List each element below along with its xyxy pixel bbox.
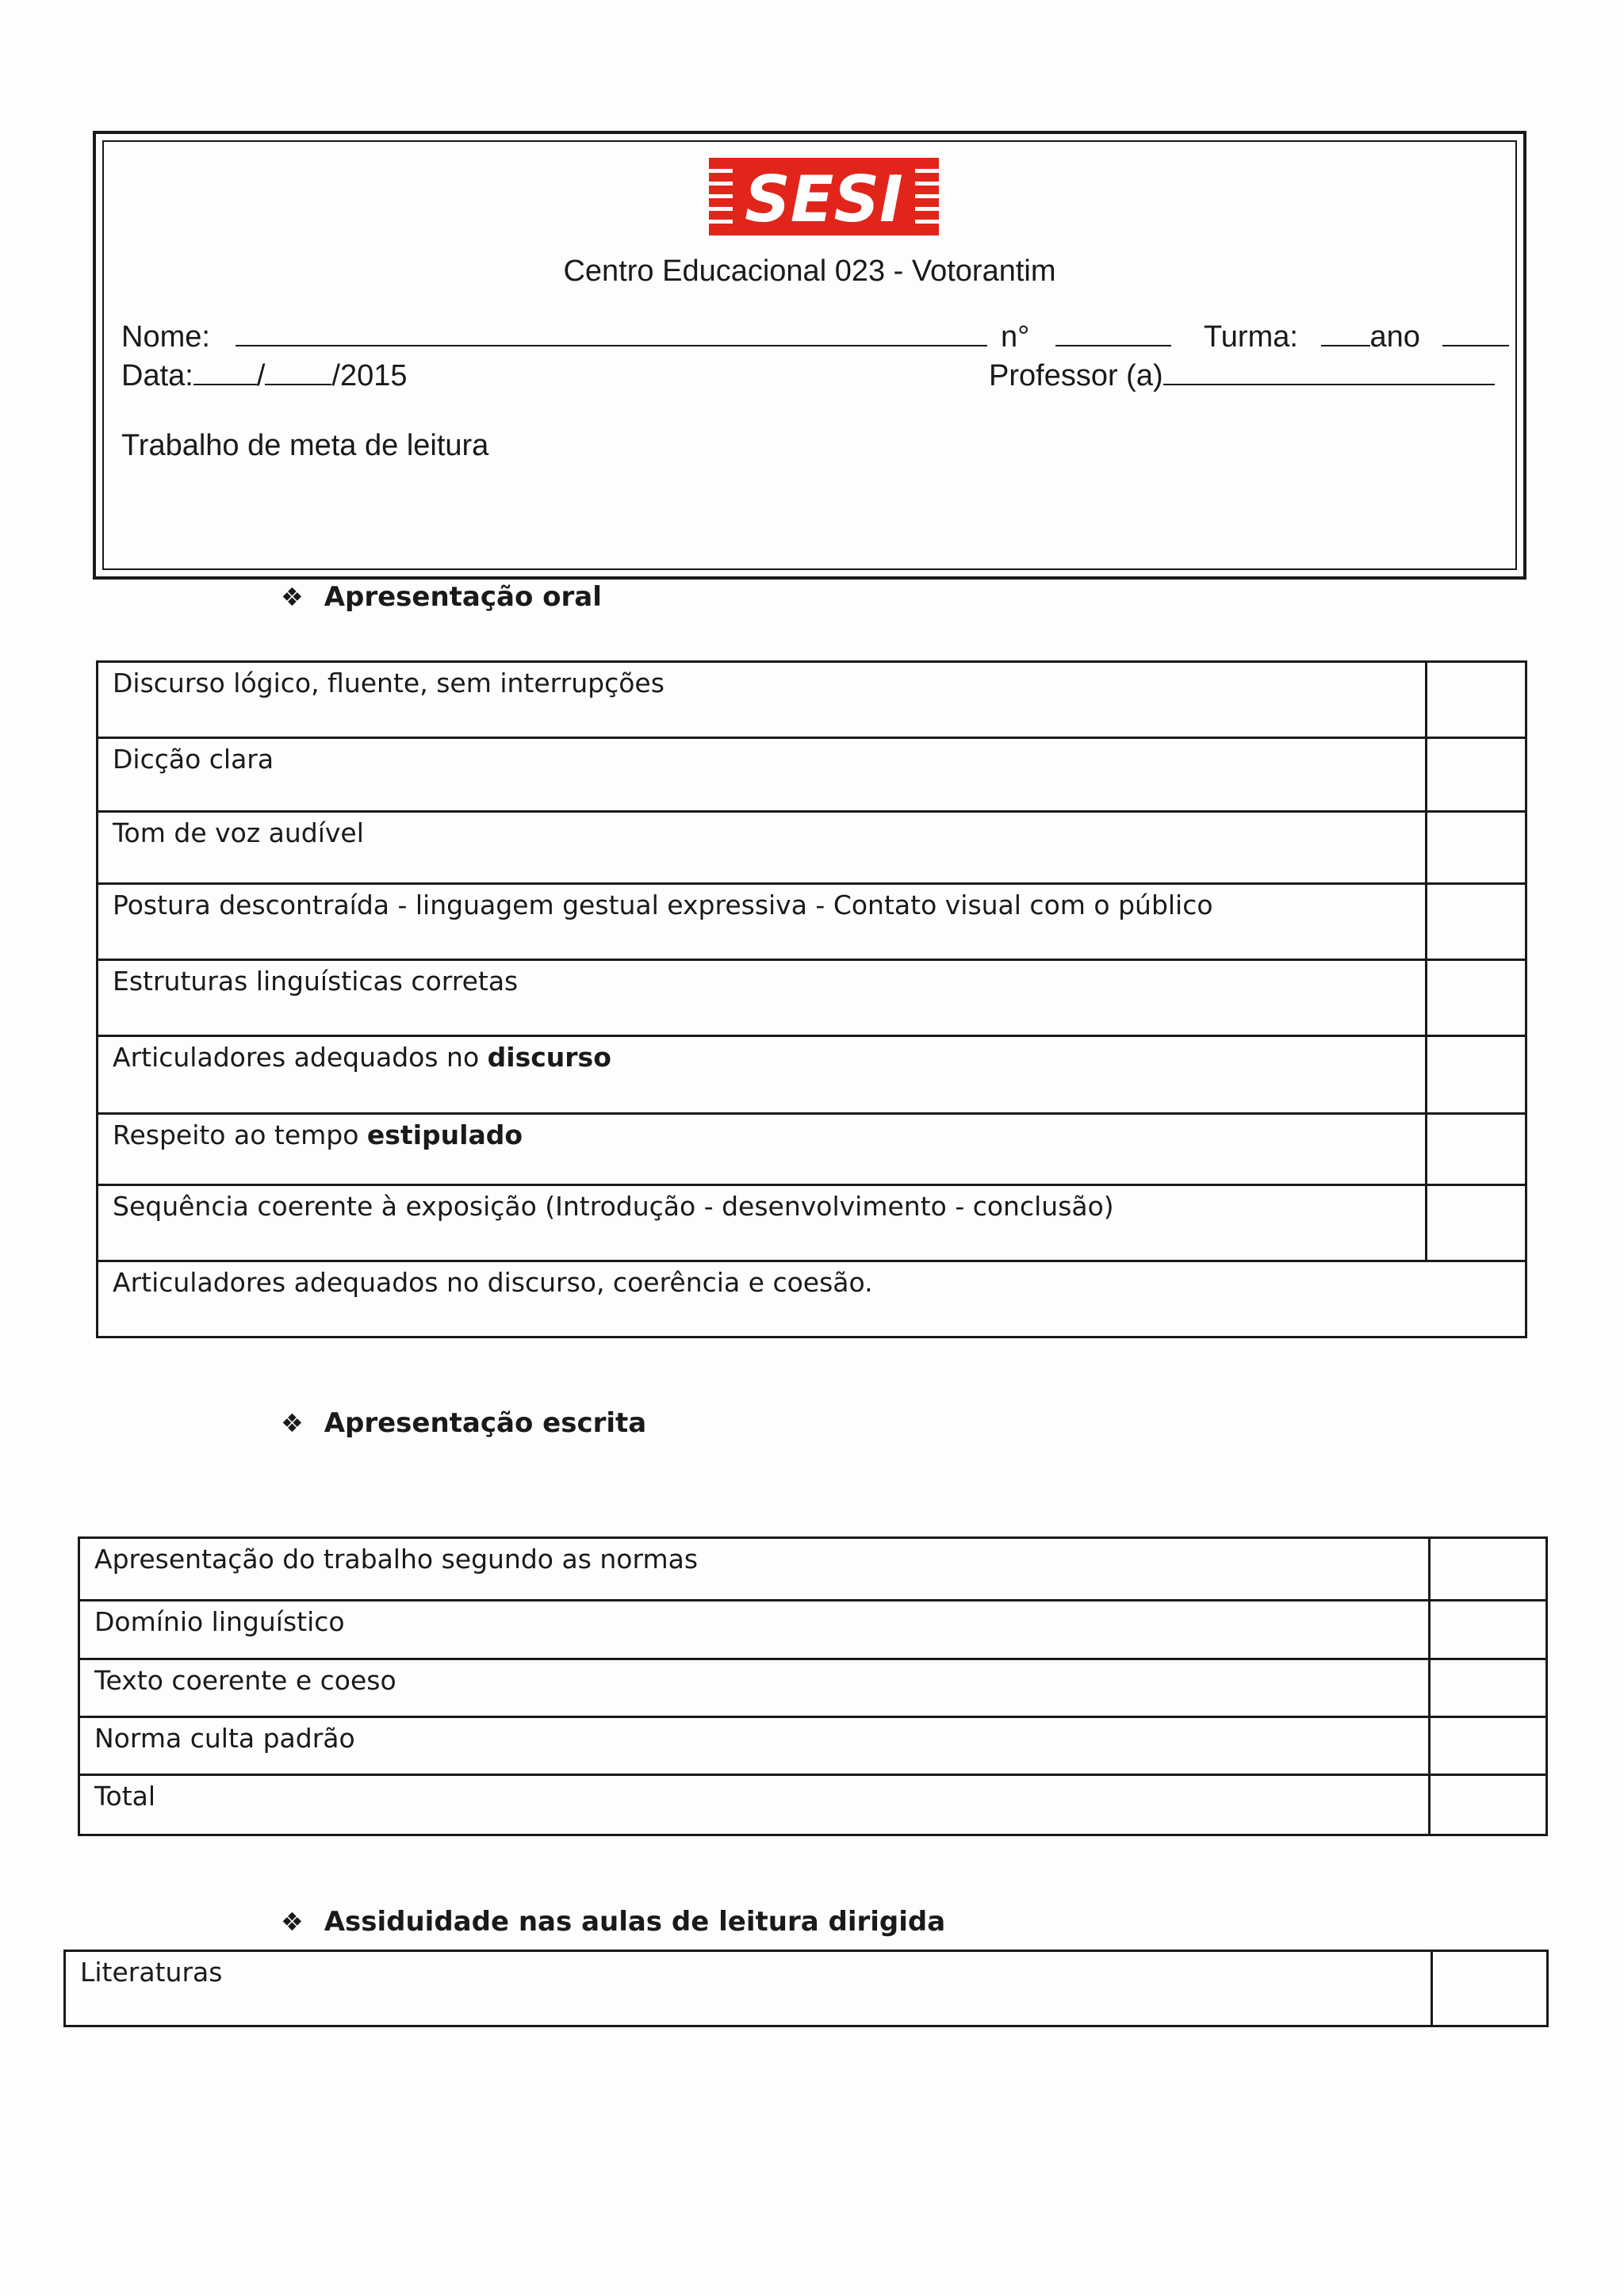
criterion-bold-text: discurso — [487, 1042, 611, 1073]
table-row — [98, 738, 1526, 812]
section-title-oral-text: Apresentação oral — [324, 581, 602, 613]
criterion-bold-text: estipulado — [366, 1119, 523, 1150]
score-cell[interactable] — [1427, 1036, 1526, 1114]
table-row — [98, 812, 1526, 884]
score-cell[interactable] — [1427, 960, 1526, 1036]
criterion-text: Respeito ao tempo — [113, 1119, 367, 1150]
score-cell[interactable] — [1430, 1717, 1547, 1775]
diamond-bullet-icon: ❖ — [281, 582, 304, 612]
score-cell[interactable] — [1427, 1185, 1526, 1261]
name-field-line[interactable] — [236, 321, 987, 346]
criterion-cell: Apresentação do trabalho segundo as normas — [79, 1538, 1430, 1601]
turma-extra-line[interactable] — [1442, 321, 1509, 346]
total-score-cell[interactable] — [1430, 1775, 1547, 1835]
header-box — [93, 131, 1526, 580]
turma-row — [1204, 320, 1509, 354]
professor-field-line[interactable] — [1163, 360, 1495, 385]
table-row — [79, 1775, 1547, 1835]
svg-text:SESI: SESI — [745, 163, 903, 235]
section-title-assiduidade-text: Assiduidade nas aulas de leitura dirigida — [324, 1906, 946, 1938]
table-row — [98, 960, 1526, 1036]
ano-label: ano — [1369, 320, 1420, 354]
table-row — [98, 884, 1526, 960]
number-row — [1001, 320, 1171, 354]
score-cell[interactable] — [1427, 1114, 1526, 1185]
name-label: Nome: — [121, 320, 210, 354]
score-cell[interactable] — [1430, 1538, 1547, 1601]
criterion-cell: Sequência coerente à exposição (Introdução - desenvolvimento - conclusão) — [98, 1185, 1427, 1261]
score-cell[interactable] — [1430, 1601, 1547, 1659]
number-field-line[interactable] — [1055, 321, 1171, 346]
score-cell[interactable] — [1427, 812, 1526, 884]
table-row — [79, 1659, 1547, 1717]
table-row — [79, 1601, 1547, 1659]
school-name: Centro Educacional 023 - Votorantim — [563, 254, 1056, 288]
date-sep: / — [256, 359, 266, 392]
criterion-cell: Dicção clara — [98, 738, 1427, 812]
criterion-cell: Articuladores adequados no discurso, coerência e coesão. — [98, 1261, 1526, 1337]
table-row — [98, 662, 1526, 738]
professor-row — [989, 359, 1495, 393]
score-cell[interactable] — [1430, 1659, 1547, 1717]
work-title: Trabalho de meta de leitura — [121, 429, 489, 462]
sesi-logo — [709, 158, 939, 235]
criterion-cell: Estruturas linguísticas corretas — [98, 960, 1427, 1036]
oral-criteria-table — [96, 660, 1527, 1338]
table-row — [98, 1036, 1526, 1114]
criterion-cell: Postura descontraída - linguagem gestual expressiva - Contato visual com o público — [98, 884, 1427, 960]
date-label: Data: — [121, 359, 193, 392]
date-day-line[interactable] — [193, 360, 257, 385]
section-title-assiduidade — [281, 1906, 945, 1938]
score-cell[interactable] — [1427, 738, 1526, 812]
criterion-cell — [98, 1114, 1427, 1185]
turma-field-line[interactable] — [1321, 321, 1370, 346]
header-inner-border — [102, 140, 1517, 570]
diamond-bullet-icon: ❖ — [281, 1907, 304, 1937]
total-cell: Total — [79, 1775, 1430, 1835]
section-title-escrita-text: Apresentação escrita — [324, 1407, 647, 1439]
table-row — [98, 1185, 1526, 1261]
date-row — [121, 359, 407, 393]
score-cell[interactable] — [1427, 662, 1526, 738]
criterion-cell — [98, 1036, 1427, 1114]
name-row — [121, 320, 987, 354]
criterion-cell: Texto coerente e coeso — [79, 1659, 1430, 1717]
table-row — [79, 1717, 1547, 1775]
date-year: /2015 — [331, 359, 408, 392]
number-label: n° — [1001, 320, 1030, 354]
attendance-table — [63, 1950, 1549, 2027]
table-row — [79, 1538, 1547, 1601]
score-cell[interactable] — [1427, 884, 1526, 960]
written-criteria-table — [78, 1536, 1548, 1836]
criterion-cell: Tom de voz audível — [98, 812, 1427, 884]
section-title-oral — [281, 581, 602, 613]
table-row — [65, 1951, 1548, 2026]
table-row — [98, 1114, 1526, 1185]
table-row — [98, 1261, 1526, 1337]
score-cell[interactable] — [1432, 1951, 1548, 2026]
diamond-bullet-icon: ❖ — [281, 1408, 304, 1438]
criterion-text: Articuladores adequados no — [113, 1042, 488, 1073]
turma-label: Turma: — [1204, 320, 1298, 354]
criterion-cell: Literaturas — [65, 1951, 1432, 2026]
date-month-line[interactable] — [265, 360, 331, 385]
criterion-cell: Discurso lógico, fluente, sem interrupções — [98, 662, 1427, 738]
criterion-cell: Norma culta padrão — [79, 1717, 1430, 1775]
criterion-cell: Domínio linguístico — [79, 1601, 1430, 1659]
professor-label: Professor (a) — [989, 359, 1163, 392]
section-title-escrita — [281, 1407, 646, 1439]
